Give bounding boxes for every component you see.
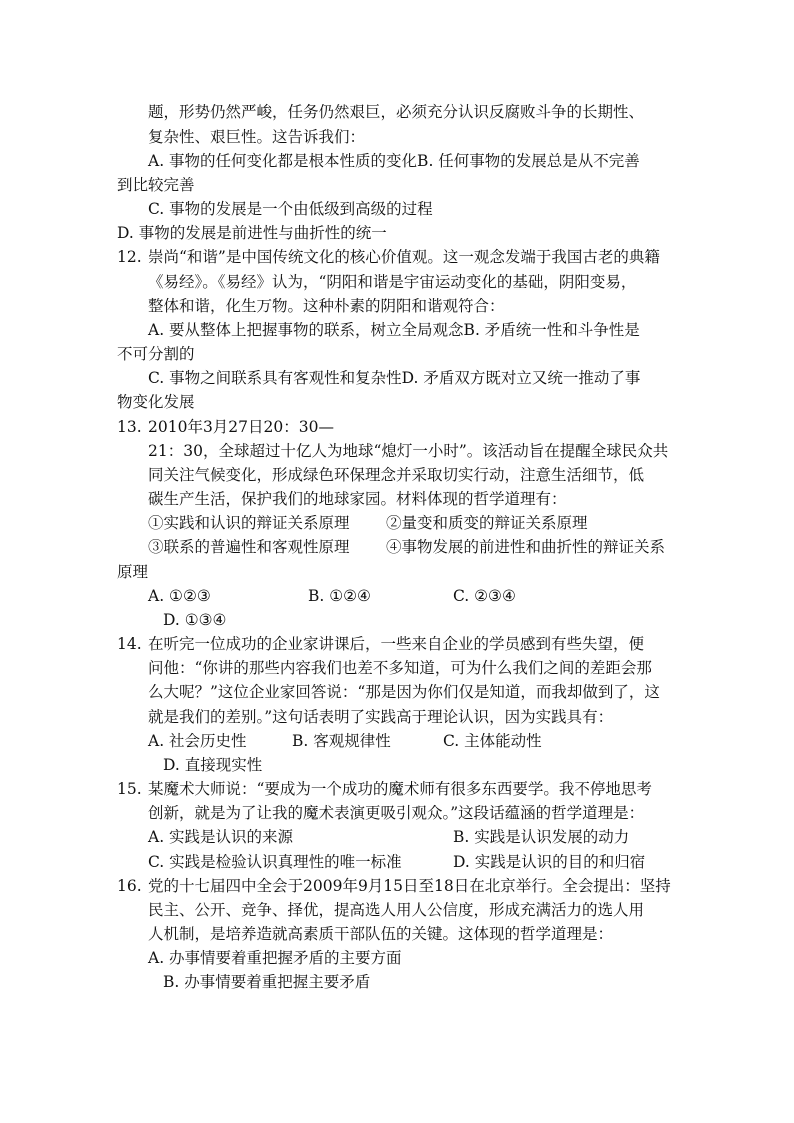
- text-line: 题，形势仍然严峻，任务仍然艰巨，必须充分认识反腐败斗争的长期性、: [148, 103, 645, 121]
- question-number: 13.: [117, 418, 142, 436]
- option-a: A. ①②③: [148, 587, 211, 605]
- option-a: A. 实践是认识的来源: [148, 828, 294, 846]
- option-c-d: C. 事物之间联系具有客观性和复杂性D. 矛盾双方既对立又统一推动了事: [148, 369, 641, 387]
- question-stem: 创新，就是为了让我的魔术表演更吸引观众。”这段话蕴涵的哲学道理是：: [148, 804, 645, 822]
- option-d: D. ①③④: [163, 611, 227, 629]
- statement-1: ①实践和认识的辩证关系原理: [148, 514, 350, 532]
- option-d: D. 事物的发展是前进性与曲折性的统一: [117, 224, 387, 242]
- question-stem: 在听完一位成功的企业家讲课后，一些来自企业的学员感到有些失望，便: [148, 635, 645, 653]
- statement-2: ②量变和质变的辩证关系原理: [386, 514, 588, 532]
- question-stem: 同关注气候变化，形成绿色环保理念并采取切实行动，注意生活细节，低: [148, 466, 645, 484]
- option-c: C. ②③④: [453, 587, 516, 605]
- option-b: B. 实践是认识发展的动力: [453, 828, 630, 846]
- question-13: [117, 416, 334, 438]
- text-line: 复杂性、艰巨性。这告诉我们：: [148, 128, 366, 146]
- option-a: A. 社会历史性: [148, 732, 247, 750]
- question-12: [117, 246, 660, 268]
- question-stem: 2010年3月27日20：30—: [148, 418, 334, 436]
- question-stem: 么大呢？”这位企业家回答说：“那是因为你们仅是知道，而我却做到了，这: [148, 683, 660, 701]
- question-stem: 问他：“你讲的那些内容我们也差不多知道，可为什么我们之间的差距会那: [148, 659, 652, 677]
- question-stem: 某魔术大师说：“要成为一个成功的魔术师有很多东西要学。我不停地思考: [148, 780, 652, 798]
- question-stem: 人机制，是培养造就高素质干部队伍的关键。这体现的哲学道理是：: [148, 925, 614, 943]
- question-stem: 碳生产生活，保护我们的地球家园。材料体现的哲学道理有：: [148, 490, 567, 508]
- question-16: [117, 875, 671, 897]
- option-c: C. 实践是检验认识真理性的唯一标准: [148, 853, 402, 871]
- option-a: A. 办事情要着重把握矛盾的主要方面: [148, 949, 402, 967]
- question-number: 12.: [117, 248, 142, 266]
- option-d: D. 实践是认识的目的和归宿: [453, 853, 646, 871]
- text-line: 物变化发展: [117, 393, 195, 411]
- option-b: B. 客观规律性: [292, 732, 391, 750]
- question-stem: 《易经》。《易经》认为，“阴阳和谐是宇宙运动变化的基础，阴阳变易，: [148, 273, 637, 291]
- text-line: 到比较完善: [117, 176, 195, 194]
- statement-4: ④事物发展的前进性和曲折性的辩证关系: [386, 538, 666, 556]
- question-stem: 党的十七届四中全会于2009年9月15日至18日在北京举行。全会提出：坚持: [148, 877, 671, 895]
- question-stem: 民主、公开、竞争、择优，提高选人用人公信度，形成充满活力的选人用: [148, 901, 645, 919]
- question-stem: 21：30，全球超过十亿人为地球“熄灯一小时”。该活动旨在提醒全球民众共: [148, 442, 669, 460]
- option-c: C. 事物的发展是一个由低级到高级的过程: [148, 200, 433, 218]
- question-number: 14.: [117, 635, 142, 653]
- text-line: 原理: [117, 563, 149, 581]
- text-line: 不可分割的: [117, 345, 195, 363]
- question-number: 16.: [117, 877, 142, 895]
- statement-3: ③联系的普遍性和客观性原理: [148, 538, 350, 556]
- option-a-b: A. 要从整体上把握事物的联系，树立全局观念B. 矛盾统一性和斗争性是: [148, 321, 640, 339]
- option-c: C. 主体能动性: [443, 732, 542, 750]
- question-stem: 崇尚“和谐”是中国传统文化的核心价值观。这一观念发端于我国古老的典籍: [148, 248, 660, 266]
- question-number: 15.: [117, 780, 142, 798]
- question-14: [117, 633, 644, 655]
- option-b: B. 办事情要着重把握主要矛盾: [163, 973, 371, 991]
- question-stem: 整体和谐，化生万物。这种朴素的阴阳和谐观符合：: [148, 297, 505, 315]
- option-b: B. ①②④: [308, 587, 371, 605]
- question-stem: 就是我们的差别。”这句话表明了实践高于理论认识，因为实践具有：: [148, 708, 614, 726]
- option-a-b: A. 事物的任何变化都是根本性质的变化B. 任何事物的发展总是从不完善: [148, 152, 640, 170]
- option-d: D. 直接现实性: [163, 756, 263, 774]
- question-15: [117, 778, 652, 800]
